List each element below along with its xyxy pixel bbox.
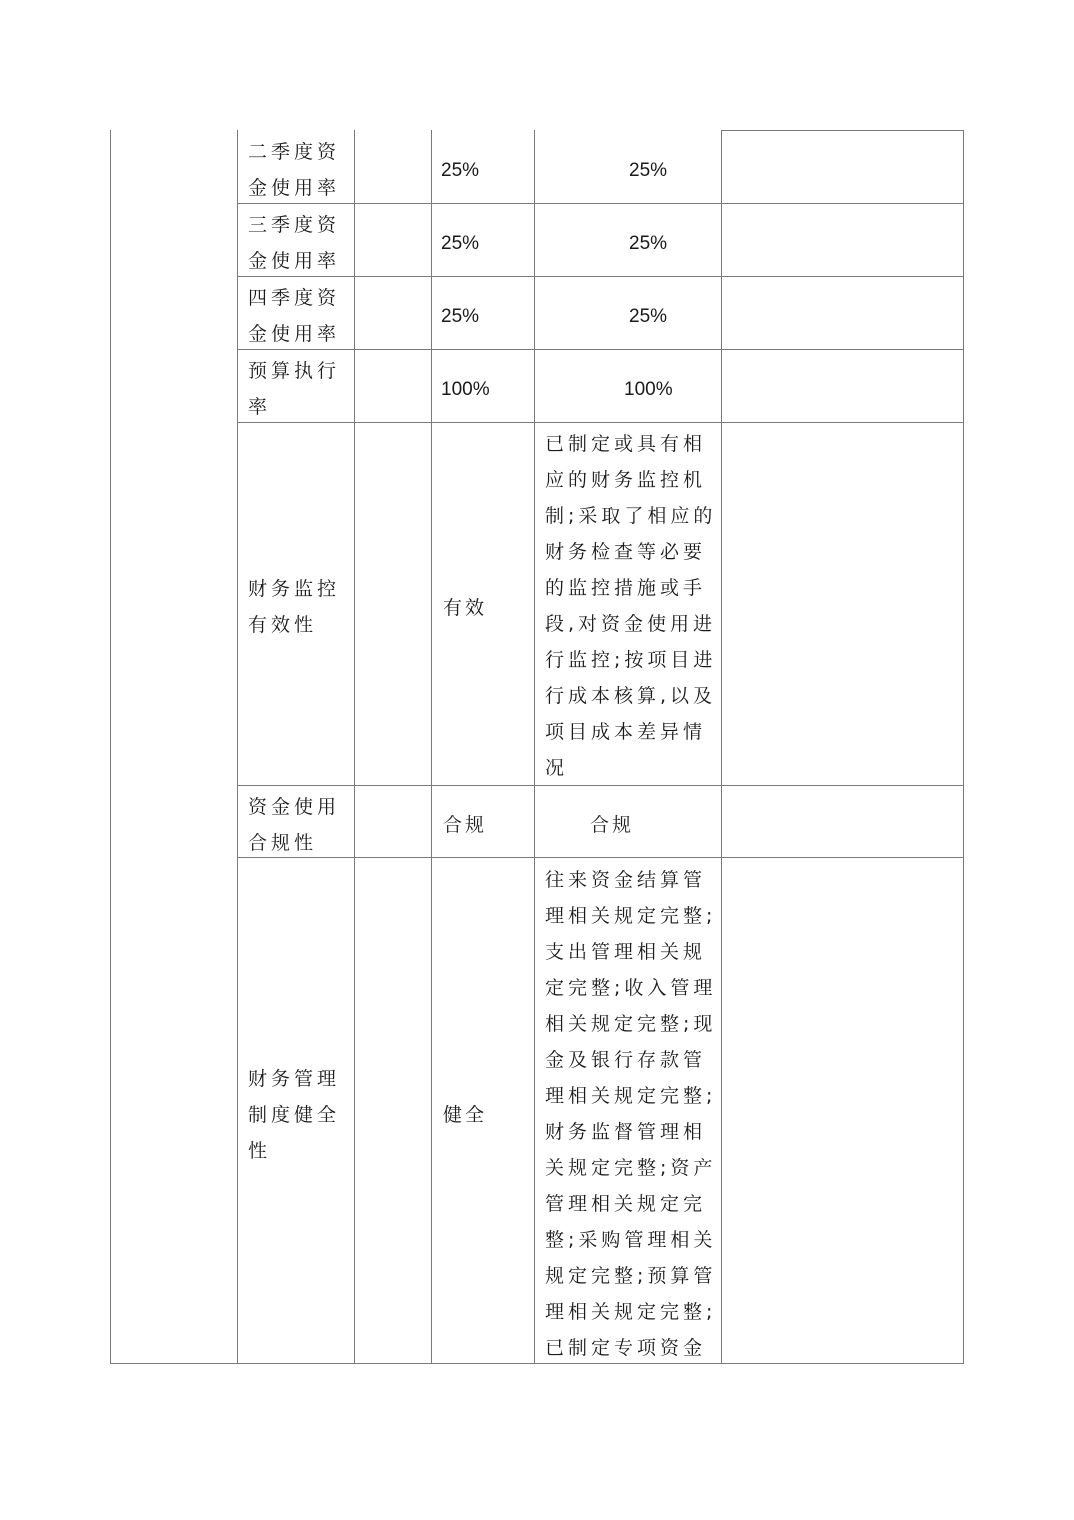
target-value: 合规 bbox=[443, 814, 488, 836]
actual-value: 合规 bbox=[590, 814, 635, 836]
actual-value: 25% bbox=[629, 233, 668, 254]
target-value: 有效 bbox=[443, 597, 488, 619]
table-divider-col1 bbox=[237, 130, 238, 1364]
actual-value: 往来资金结算管理相关规定完整;支出管理相关规定完整;收入管理相关规定完整;现金及银行存款管理相关规定完整;财务监督管理相关规定完整;资产管理相关规定完整;采购管理相关规定完整;预算管理相关规定完整;已制定专项资金 bbox=[545, 869, 717, 1359]
table-border-right bbox=[963, 130, 964, 1364]
table-divider-col3 bbox=[431, 130, 432, 1364]
actual-value: 已制定或具有相应的财务监控机制;采取了相应的财务检查等必要的监控措施或手段,对资金使用进行监控;按项目进行成本核算,以及项目成本差异情况 bbox=[545, 433, 717, 779]
indicator-name: 三季度资金使用率 bbox=[248, 214, 341, 272]
actual-value: 25% bbox=[629, 160, 668, 181]
table-divider-col5 bbox=[721, 130, 722, 1364]
table-border-left bbox=[110, 130, 111, 1364]
indicator-name: 财务监控有效性 bbox=[248, 578, 341, 636]
target-value: 25% bbox=[441, 306, 480, 327]
indicator-name: 四季度资金使用率 bbox=[248, 287, 341, 345]
target-value: 健全 bbox=[443, 1104, 488, 1126]
target-value: 100% bbox=[441, 379, 490, 400]
table-divider-col2 bbox=[354, 130, 355, 1364]
target-value: 25% bbox=[441, 233, 480, 254]
table-bottom-border bbox=[110, 1363, 964, 1364]
indicator-name: 二季度资金使用率 bbox=[248, 141, 341, 199]
table-top-border-note bbox=[721, 130, 964, 131]
actual-value: 100% bbox=[624, 379, 673, 400]
table-divider-col4 bbox=[534, 130, 535, 1364]
indicator-name: 资金使用合规性 bbox=[248, 796, 341, 854]
indicator-name: 财务管理制度健全性 bbox=[248, 1068, 341, 1162]
actual-value: 25% bbox=[629, 306, 668, 327]
target-value: 25% bbox=[441, 160, 480, 181]
indicator-name: 预算执行率 bbox=[248, 360, 341, 418]
